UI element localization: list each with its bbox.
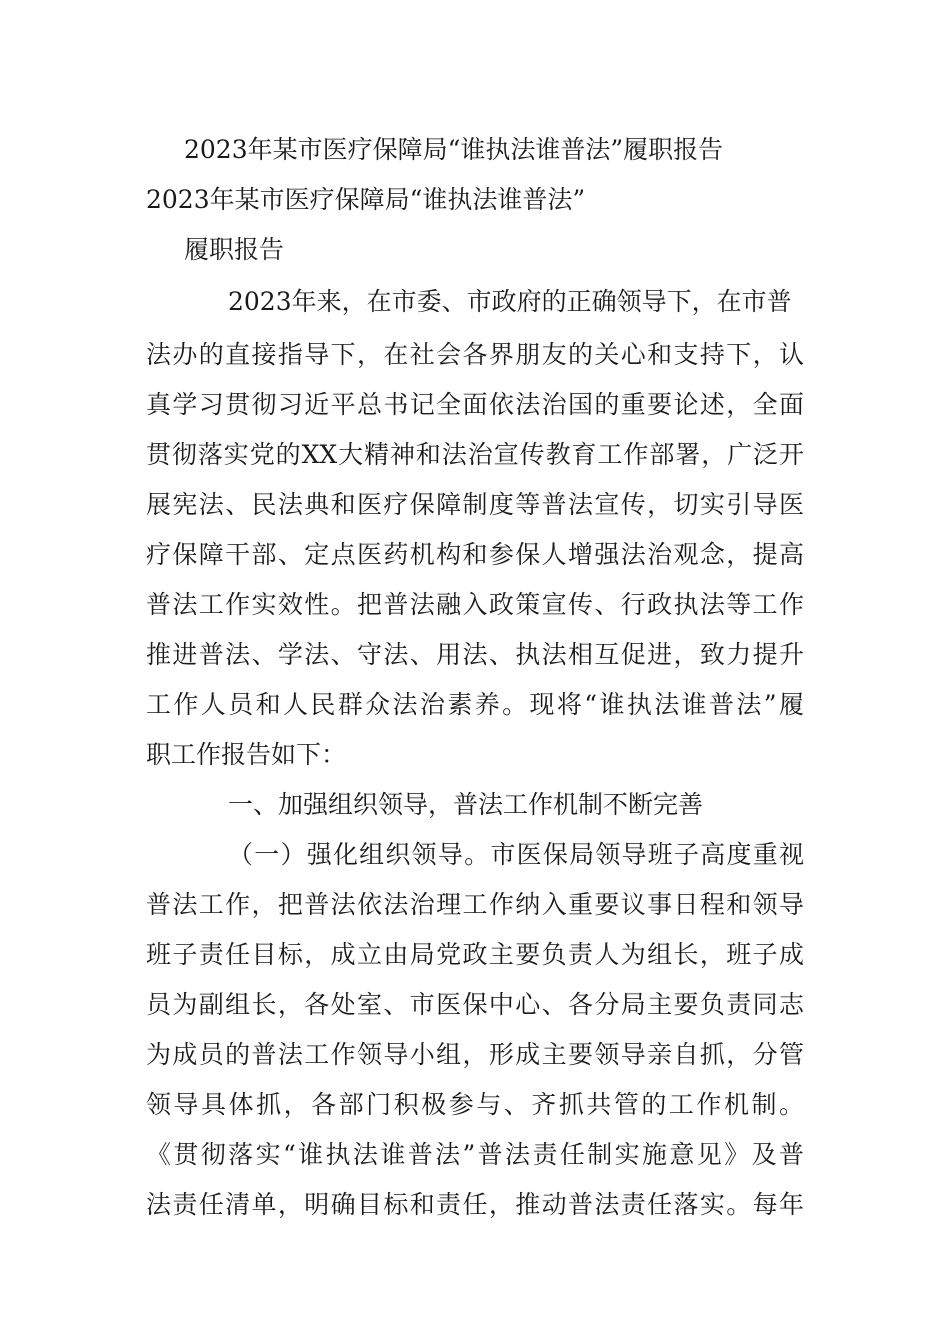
section-heading: 一、加强组织领导，普法工作机制不断完善	[228, 790, 704, 819]
intro-line: 疗保障干部、定点医药机构和参保人增强法治观念，提高	[146, 540, 804, 569]
section-line: 为成员的普法工作领导小组，形成主要领导亲自抓，分管	[146, 1040, 804, 1069]
intro-line: 职工作报告如下：	[146, 740, 347, 769]
section-line: 法责任清单，明确目标和责任，推动普法责任落实。每年	[146, 1190, 804, 1219]
document-title: 2023年某市医疗保障局“谁执法谁普法”履职报告	[184, 135, 724, 164]
section-line: 员为副组长，各处室、市医保中心、各分局主要负责同志	[146, 990, 804, 1019]
intro-line: 2023年来，在市委、市政府的正确领导下，在市普	[228, 287, 792, 316]
intro-line: 工作人员和人民群众法治素养。现将“谁执法谁普法”履	[146, 690, 804, 719]
intro-line: 推进普法、学法、守法、用法、执法相互促进，致力提升	[146, 640, 804, 669]
section-line: 《贯彻落实“谁执法谁普法”普法责任制实施意见》及普	[146, 1140, 804, 1169]
intro-line: 法办的直接指导下，在社会各界朋友的关心和支持下，认	[146, 340, 804, 369]
section-line: 班子责任目标，成立由局党政主要负责人为组长，班子成	[146, 940, 804, 969]
section-line: 领导具体抓，各部门积极参与、齐抓共管的工作机制。	[146, 1090, 804, 1119]
intro-line: 真学习贯彻习近平总书记全面依法治国的重要论述，全面	[146, 390, 804, 419]
intro-line: 展宪法、民法典和医疗保障制度等普法宣传，切实引导医	[146, 490, 804, 519]
section-line: 普法工作，把普法依法治理工作纳入重要议事日程和领导	[146, 890, 804, 919]
subtitle-line-2: 履职报告	[184, 235, 285, 264]
section-line: （一）强化组织领导。市医保局领导班子高度重视	[228, 840, 804, 869]
intro-line: 贯彻落实党的XX大精神和法治宣传教育工作部署，广泛开	[146, 440, 804, 469]
subtitle-line-1: 2023年某市医疗保障局“谁执法谁普法”	[146, 185, 586, 214]
intro-line: 普法工作实效性。把普法融入政策宣传、行政执法等工作	[146, 590, 804, 619]
